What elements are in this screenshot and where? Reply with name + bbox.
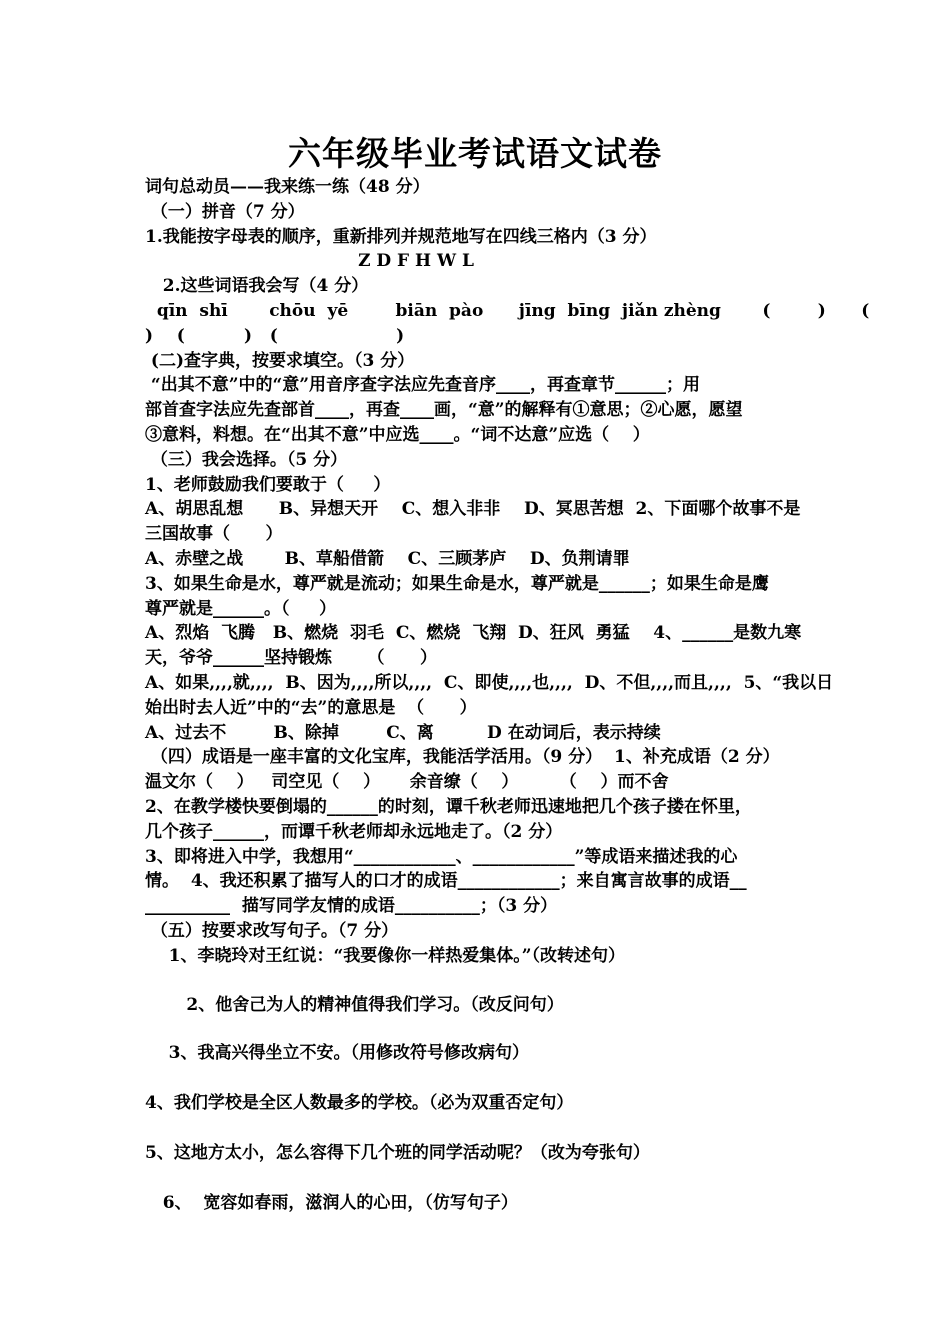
question-line: ③意料，料想。在“出其不意”中应选____。“词不达意”应选（ ） [145, 424, 650, 445]
question-line: 三国故事（ ） [145, 524, 283, 545]
question-line: 部首查字法应先查部首____，再查____画，“意”的解释有①意思；②心愿，愿望 [145, 400, 743, 421]
answer-space [145, 1116, 810, 1141]
answer-space [145, 969, 810, 993]
question-line: 尊严就是______。（ ） [145, 598, 337, 619]
subsection-heading: （四）成语是一座丰富的文化宝库，我能活学活用。（9 分） 1、补充成语（2 分） [145, 747, 780, 768]
question-line: 3、我高兴得坐立不安。（用修改符号修改病句） [145, 1043, 530, 1064]
question-line: __________ 描写同学友情的成语__________；（3 分） [145, 896, 558, 917]
question-line: “出其不意”中的“意”用音序查字法应先查音序____，再查章节______；用 [145, 375, 701, 396]
options-line: A、过去不 B、除掉 C、离 D 在动词后，表示持续 [145, 722, 661, 743]
question-line: 1.我能按字母表的顺序，重新排列并规范地写在四线三格内（3 分） [145, 226, 657, 247]
question-line: 3、如果生命是水，尊严就是流动；如果生命是水，尊严就是______；如果生命是鹰 [145, 573, 769, 594]
question-line: 天，爷爷______坚持锻炼 （ ） [145, 648, 438, 669]
question-line: 3、即将进入中学，我想用“____________、____________”等成语来描述我的心 [145, 846, 738, 867]
answer-space [145, 1166, 810, 1191]
question-line: 2、他舍己为人的精神值得我们学习。（改反问句） [145, 994, 564, 1015]
section-heading: 词句总动员——我来练一练（48 分） [145, 177, 430, 197]
options-line: A、胡思乱想 B、异想天开 C、想入非非 D、冥思苦想 2、下面哪个故事不是 [145, 499, 801, 520]
answer-brackets-line: ) ( ) ( ) [145, 325, 405, 346]
subsection-heading: （三）我会选择。（5 分） [145, 449, 348, 470]
question-line: 情。 4、我还积累了描写人的口才的成语____________；来自寓言故事的成语__ [145, 871, 747, 892]
question-line: 4、我们学校是全区人数最多的学校。（必为双重否定句） [145, 1093, 574, 1114]
question-line: 6、 宽容如春雨，滋润人的心田，（仿写句子） [145, 1192, 518, 1213]
subsection-heading: （五）按要求改写句子。（7 分） [145, 920, 399, 941]
exam-content [145, 175, 870, 1215]
question-line: 1、老师鼓励我们要敢于（ ） [145, 474, 391, 495]
page-title: 六年级毕业考试语文试卷 [288, 134, 662, 173]
pinyin-line: qīn shī chōu yē biān pào jīng bīng jiǎn zhèng ( ) ( [145, 300, 870, 321]
answer-space [145, 1066, 810, 1091]
subsection-heading: (二)查字典，按要求填空。（3 分） [145, 350, 415, 371]
answer-space [145, 1017, 810, 1041]
subsection-heading: （一）拼音（7 分） [145, 201, 305, 222]
letters-line: Z D F H W L [145, 251, 474, 272]
question-line: 5、这地方太小，怎么容得下几个班的同学活动呢？（改为夸张句） [145, 1142, 650, 1163]
options-line: A、如果,,,,就,,,, B、因为,,,,所以,,,, C、即使,,,,也,,,, D、不但,,,,而且,,,, 5、“我以日 [145, 672, 834, 693]
question-line: 2、在教学楼快要倒塌的______的时刻，谭千秋老师迅速地把几个孩子搂在怀里， [145, 796, 752, 817]
question-line: 温文尔（ ） 司空见（ ） 余音缭（ ） （ ）而不舍 [145, 772, 669, 793]
question-line: 1、李晓玲对王红说：“我要像你一样热爱集体。”（改转述句） [145, 945, 626, 966]
options-line: A、烈焰 飞腾 B、燃烧 羽毛 C、燃烧 飞翔 D、狂风 勇猛 4、______是数九寒 [145, 623, 802, 644]
question-line: 几个孩子______，而谭千秋老师却永远地走了。（2 分） [145, 821, 563, 842]
question-line: 始出时去人近”中的“去”的意思是 （ ） [145, 697, 477, 718]
question-line: 2.这些词语我会写（4 分） [145, 276, 369, 297]
options-line: A、赤壁之战 B、草船借箭 C、三顾茅庐 D、负荆请罪 [145, 548, 630, 569]
